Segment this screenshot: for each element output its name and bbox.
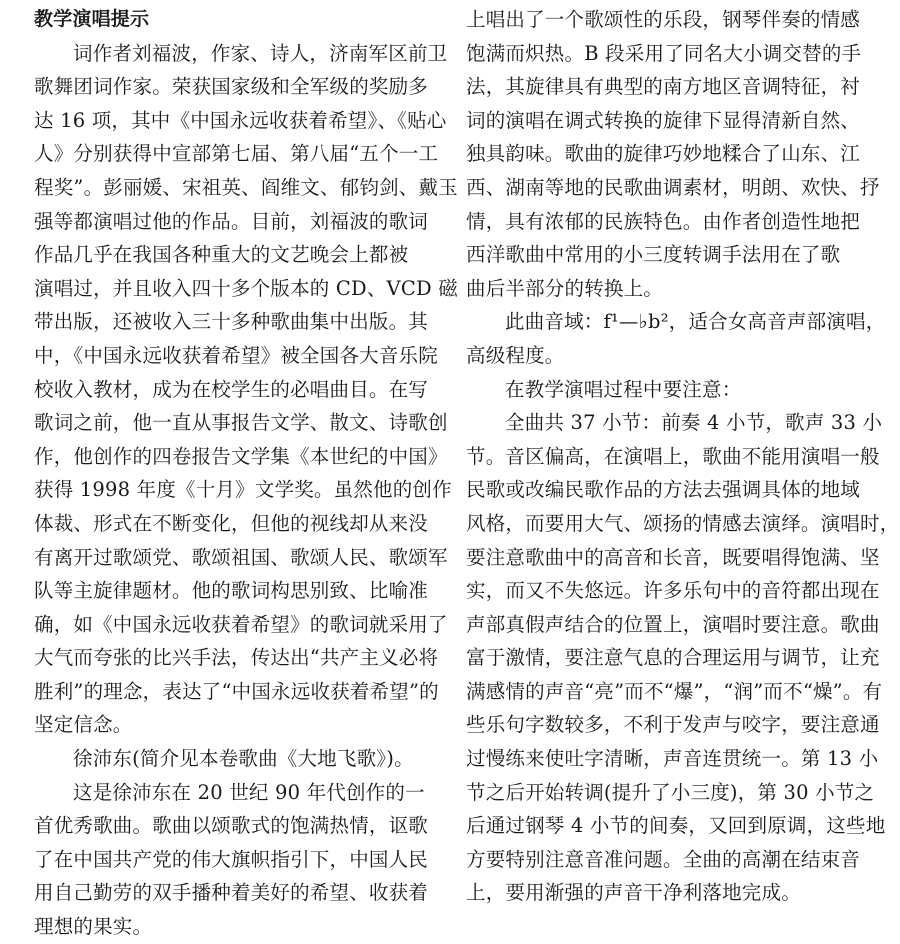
- text-line: 高级程度。: [466, 343, 565, 367]
- text-line: 达 16 项，其中《中国永远收获着希望》、《贴心: [34, 108, 447, 132]
- text-line: 获得 1998 年度《十月》文学奖。虽然他的创作: [34, 478, 452, 502]
- text-line: 队等主旋律题材。他的歌词构思别致、比喻准: [34, 579, 429, 603]
- text-line: 饱满而炽热。B 段采用了同名大小调交替的手: [466, 41, 862, 65]
- text-line: 词的演唱在调式转换的旋律下显得清新自然、: [466, 108, 861, 132]
- text-line: 大气而夸张的比兴手法，传达出“共产主义必将: [34, 646, 439, 670]
- text-line: 中，《中国永远收获着希望》被全国各大音乐院: [34, 343, 438, 367]
- text-line: 作品几乎在我国各种重大的文艺晚会上都被: [34, 243, 409, 267]
- text-line: 带出版，还被收入三十多种歌曲集中出版。其: [34, 310, 429, 334]
- text-line: 此曲音域：f¹—♭b²，适合女高音声部演唱，: [505, 310, 886, 334]
- text-line: 曲后半部分的转换上。: [466, 276, 664, 300]
- text-line: 西洋歌曲中常用的小三度转调手法用在了歌: [466, 243, 841, 267]
- text-line: 了在中国共产党的伟大旗帜指引下，中国人民: [34, 847, 429, 871]
- text-line: 坚定信念。: [34, 713, 133, 737]
- left-column: [34, 3, 458, 944]
- right-column: [466, 3, 900, 910]
- text-line: 程奖”。彭丽媛、宋祖英、阎维文、郁钧剑、戴玉: [34, 175, 458, 199]
- text-line: 演唱过，并且收入四十多个版本的 CD、VCD 磁: [34, 276, 458, 300]
- text-line: 情，具有浓郁的民族特色。由作者创造性地把: [466, 209, 861, 233]
- text-line: 用自己勤劳的双手播种着美好的希望、收获着: [34, 881, 429, 905]
- text-line: 独具韵味。歌曲的旋律巧妙地糅合了山东、江: [466, 142, 861, 166]
- text-line: 歌舞团词作家。荣获国家级和全军级的奖励多: [34, 75, 429, 99]
- text-line: 歌词之前，他一直从事报告文学、散文、诗歌创: [34, 411, 448, 435]
- text-line: 首优秀歌曲。歌曲以颂歌式的饱满热情，讴歌: [34, 814, 429, 838]
- text-line: 上，要用渐强的声音干净利落地完成。: [466, 881, 801, 905]
- text-line: 词作者刘福波，作家、诗人，济南军区前卫: [73, 41, 448, 65]
- text-line: 风格，而要用大气、颂扬的情感去演绎。演唱时，: [466, 511, 900, 535]
- text-line: 富于激情，要注意气息的合理运用与调节，让充: [466, 646, 880, 670]
- text-line: 有离开过歌颂党、歌颂祖国、歌颂人民、歌颂军: [34, 545, 448, 569]
- text-line: 节之后开始转调(提升了小三度)，第 30 小节之: [466, 780, 875, 804]
- text-line: 强等都演唱过他的作品。目前，刘福波的歌词: [34, 209, 429, 233]
- text-line: 实，而又不失悠远。许多乐句中的音符都出现在: [466, 579, 880, 603]
- text-line: 上唱出了一个歌颂性的乐段，钢琴伴奏的情感: [466, 8, 861, 31]
- text-line: 些乐句字数较多，不利于发声与咬字，要注意通: [466, 713, 880, 737]
- text-line: 要注意歌曲中的高音和长音，既要唱得饱满、坚: [466, 545, 880, 569]
- text-line: 节。音区偏高，在演唱上，歌曲不能用演唱一般: [466, 444, 880, 468]
- text-line: 满感情的声音“亮”而不“爆”，“润”而不“燥”。有: [466, 679, 883, 703]
- text-line: 法，其旋律具有典型的南方地区音调特征，衬: [466, 75, 861, 99]
- text-line: 作，他创作的四卷报告文学集《本世纪的中国》: [34, 444, 448, 468]
- text-line: 人》分别获得中宣部第七届、第八届“五个一工: [34, 142, 439, 166]
- text-line: 过慢练来使吐字清晰，声音连贯统一。第 13 小: [466, 747, 879, 771]
- text-line: 确，如《中国永远收获着希望》的歌词就采用了: [34, 612, 448, 636]
- text-line: 声部真假声结合的位置上，演唱时要注意。歌曲: [466, 612, 880, 636]
- text-line: 后通过钢琴 4 小节的间奏，又回到原调，这些地: [466, 814, 886, 838]
- section-heading: 教学演唱提示: [34, 8, 150, 30]
- text-line: 全曲共 37 小节：前奏 4 小节，歌声 33 小: [505, 411, 883, 435]
- text-line: 理想的果实。: [34, 915, 153, 939]
- text-line: 这是徐沛东在 20 世纪 90 年代创作的一: [73, 780, 425, 804]
- text-line: 西、湖南等地的民歌曲调素材，明朗、欢快、抒: [466, 175, 880, 199]
- text-line: 方要特别注意音准问题。全曲的高潮在结束音: [466, 847, 861, 871]
- text-line: 胜利”的理念，表达了“中国永远收获着希望”的: [34, 679, 439, 703]
- text-line: 民歌或改编民歌作品的方法去强调具体的地域: [466, 478, 861, 502]
- text-line: 在教学演唱过程中要注意：: [505, 377, 742, 401]
- text-line: 徐沛东(简介见本卷歌曲《大地飞歌》)。: [73, 747, 414, 771]
- text-line: 校收入教材，成为在校学生的必唱曲目。在写: [34, 377, 429, 401]
- text-line: 体裁、形式在不断变化，但他的视线却从来没: [34, 511, 429, 535]
